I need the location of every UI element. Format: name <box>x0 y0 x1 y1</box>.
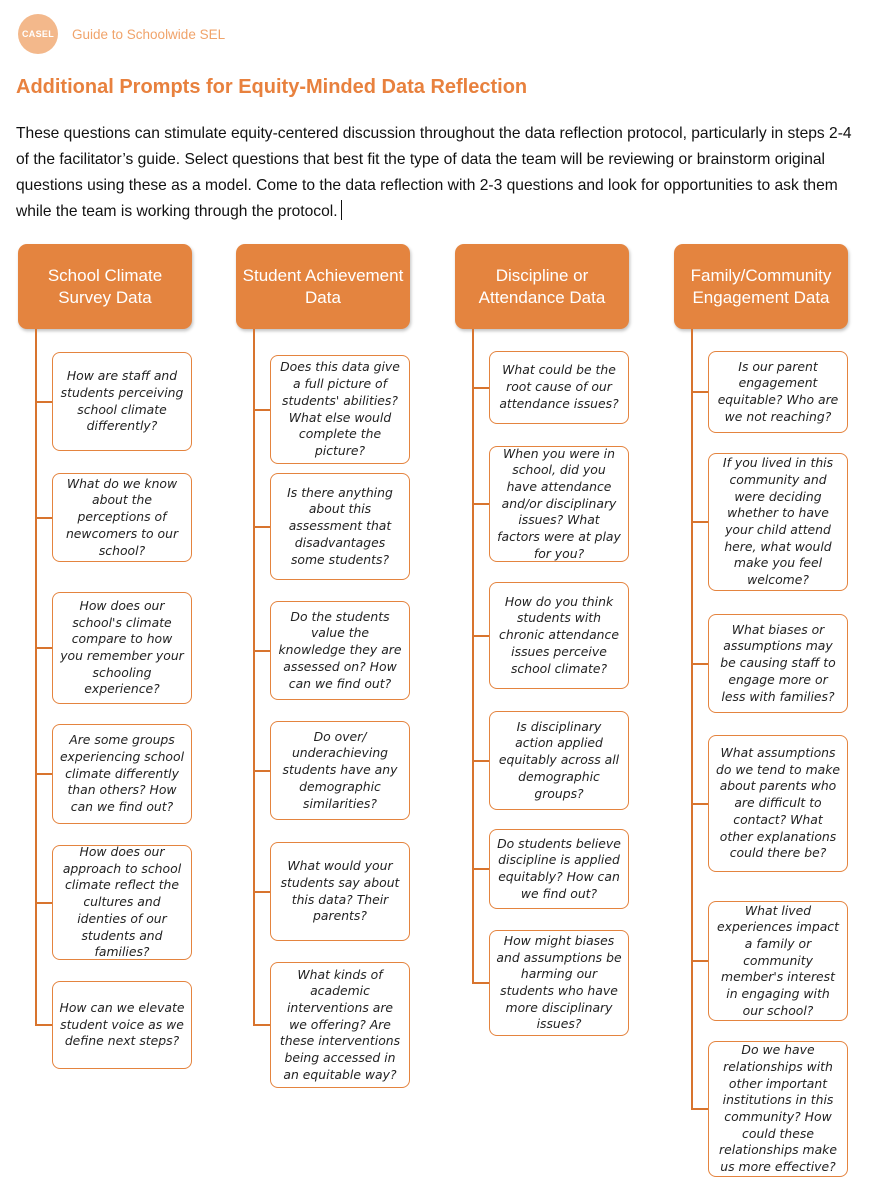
connector-branch <box>472 387 489 389</box>
connector-branch <box>253 650 270 652</box>
question-box: How can we elevate student voice as we define next steps? <box>52 981 192 1069</box>
question-box: How does our school's climate compare to how you remember your schooling experience? <box>52 592 192 704</box>
question-box: What could be the root cause of our attendance issues? <box>489 351 629 424</box>
connector-line <box>472 329 474 984</box>
question-box: What kinds of academic interventions are we offering? Are these interventions being accessed in an equitable way? <box>270 962 410 1088</box>
connector-branch <box>691 663 708 665</box>
intro-paragraph <box>16 121 868 225</box>
connector-line <box>35 329 37 1026</box>
question-box: What biases or assumptions may be causing staff to engage more or less with families? <box>708 614 848 713</box>
question-box: Do students believe discipline is applied equitably? How can we find out? <box>489 829 629 909</box>
connector-branch <box>472 635 489 637</box>
connector-branch <box>691 1108 708 1110</box>
connector-branch <box>253 770 270 772</box>
connector-branch <box>35 773 52 775</box>
guide-label: Guide to Schoolwide SEL <box>72 26 226 42</box>
connector-branch <box>35 902 52 904</box>
question-box: Does this data give a full picture of students' abilities? What else would complete the picture? <box>270 355 410 464</box>
connector-branch <box>472 760 489 762</box>
question-box: How does our approach to school climate reflect the cultures and identies of our students and families? <box>52 845 192 960</box>
connector-branch <box>472 868 489 870</box>
connector-branch <box>35 401 52 403</box>
connector-branch <box>691 391 708 393</box>
connector-branch <box>691 960 708 962</box>
column-header: Discipline or Attendance Data <box>455 244 629 329</box>
connector-line <box>691 329 693 1110</box>
question-box: Is disciplinary action applied equitably across all demographic groups? <box>489 711 629 810</box>
question-box: What lived experiences impact a family or community member's interest in engaging with our school? <box>708 901 848 1021</box>
connector-branch <box>472 503 489 505</box>
connector-branch <box>35 1024 52 1026</box>
column-header: School Climate Survey Data <box>18 244 192 329</box>
intro-text: These questions can stimulate equity-centered discussion throughout the data reflection protocol, particularly in steps 2-4 of the facilitator’s guide. Select questions that best fit the type of data the team will be reviewing or brainstorm original questions using these as a model. Come to the data reflection with 2-3 questions and look for opportunities to ask them while the team is working through the protocol. <box>16 125 852 220</box>
connector-branch <box>253 1024 270 1026</box>
question-box: Is our parent engagement equitable? Who are we not reaching? <box>708 351 848 433</box>
connector-branch <box>691 803 708 805</box>
column-header: Family/Community Engagement Data <box>674 244 848 329</box>
question-box: Do the students value the knowledge they are assessed on? How can we find out? <box>270 601 410 700</box>
connector-branch <box>472 982 489 984</box>
question-box: Are some groups experiencing school climate differently than others? How can we find out? <box>52 724 192 824</box>
question-box: When you were in school, did you have attendance and/or disciplinary issues? What factors were at play for you? <box>489 446 629 562</box>
question-box: What assumptions do we tend to make about parents who are difficult to contact? What other explanations could there be? <box>708 735 848 872</box>
question-box: What do we know about the perceptions of newcomers to our school? <box>52 473 192 562</box>
question-box: Do over/ underachieving students have any demographic similarities? <box>270 721 410 820</box>
document-header <box>18 14 225 54</box>
connector-branch <box>253 409 270 411</box>
casel-logo: CASEL <box>18 14 58 54</box>
question-box: If you lived in this community and were deciding whether to have your child attend here, what would make you feel welcome? <box>708 453 848 591</box>
question-box: How might biases and assumptions be harming our students who have more disciplinary issues? <box>489 930 629 1036</box>
question-box: What would your students say about this data? Their parents? <box>270 842 410 941</box>
connector-branch <box>35 517 52 519</box>
question-box: Is there anything about this assessment that disadvantages some students? <box>270 473 410 580</box>
connector-line <box>253 329 255 1026</box>
page-title: Additional Prompts for Equity-Minded Data Reflection <box>16 76 528 98</box>
question-box: How do you think students with chronic attendance issues perceive school climate? <box>489 582 629 689</box>
column-header: Student Achievement Data <box>236 244 410 329</box>
connector-branch <box>253 891 270 893</box>
question-box: Do we have relationships with other important institutions in this community? How could these relationships make us more effective? <box>708 1041 848 1177</box>
connector-branch <box>35 647 52 649</box>
connector-branch <box>253 526 270 528</box>
question-box: How are staff and students perceiving school climate differently? <box>52 352 192 451</box>
text-cursor <box>341 200 343 220</box>
connector-branch <box>691 521 708 523</box>
